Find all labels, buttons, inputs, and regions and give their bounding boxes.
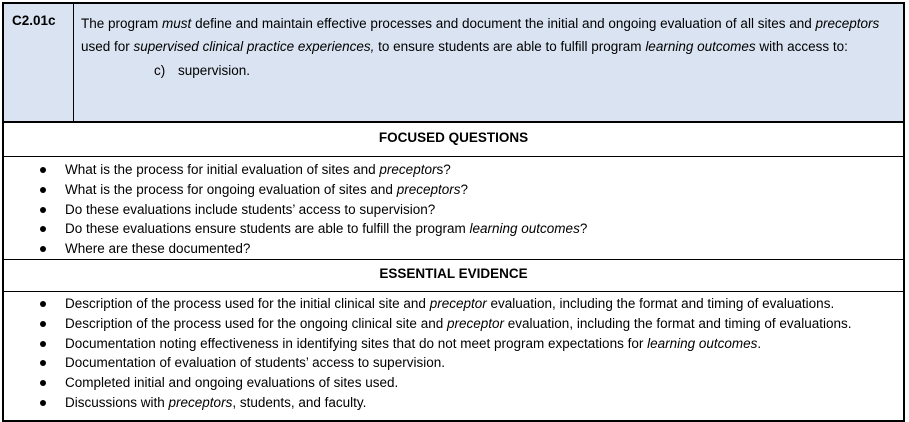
text-run: Do these evaluations ensure students are able to fulfill the program [65, 221, 470, 237]
bullet-icon [40, 187, 46, 193]
italic-term: preceptor [429, 296, 487, 311]
list-item [4, 334, 851, 354]
text-run: Do these evaluations include students’ access to supervision? [65, 201, 436, 217]
standard-statement [81, 16, 879, 54]
bullet-icon [40, 360, 46, 366]
italic-term: preceptor [446, 315, 505, 331]
standard-sub-item [81, 59, 896, 82]
standard-text [81, 12, 896, 82]
text-run: define and maintain effective processes and document the initial and ongoing evaluation of all sites and [191, 16, 816, 31]
text-run: Documentation of evaluation of students’ access to supervision. [65, 355, 445, 371]
bullet-icon [40, 321, 46, 327]
list-item [4, 353, 851, 373]
list-item [4, 373, 851, 393]
standard-id: C2.01c [12, 13, 56, 28]
bullet-icon [40, 207, 46, 213]
text-run: evaluation, including the format and timing of evaluations. [486, 296, 835, 311]
bullet-icon [40, 226, 46, 232]
list-item [4, 160, 587, 180]
text-run: Description of the process used for the ongoing clinical site and [65, 315, 447, 331]
text-run: ? [460, 181, 469, 197]
list-item [4, 239, 587, 259]
standard-id-cell [4, 4, 74, 121]
text-run: . [757, 335, 762, 351]
italic-term: preceptors [815, 16, 880, 31]
divider [4, 156, 903, 157]
list-item [4, 200, 587, 220]
standard-row [4, 4, 903, 121]
italic-term: preceptors [168, 394, 233, 410]
bullet-icon [40, 167, 46, 173]
list-item [4, 219, 587, 239]
italic-term: preceptor [379, 162, 437, 177]
essential-evidence-list [4, 294, 851, 413]
text-run: with access to: [755, 39, 848, 55]
text-run: ? [579, 221, 588, 237]
list-item [4, 314, 851, 334]
bullet-icon [40, 380, 46, 386]
text-run: What is the process for ongoing evaluation of sites and [65, 181, 397, 197]
standard-table [2, 2, 905, 422]
text-run: Discussions with [65, 394, 169, 410]
sub-item-label: c) [154, 62, 166, 78]
text-run: evaluation, including the format and timing of evaluations. [504, 315, 852, 331]
bullet-icon [40, 400, 46, 406]
text-run: , students, and faculty. [232, 394, 367, 410]
list-item [4, 180, 587, 200]
focused-questions-list [4, 160, 587, 259]
list-item [4, 294, 851, 314]
italic-term: learning outcomes [469, 221, 580, 237]
italic-term: learning outcomes [645, 39, 756, 55]
text-run: What is the process for initial evaluation of sites and [65, 162, 380, 177]
divider [4, 121, 903, 123]
divider [4, 291, 903, 292]
italic-term: preceptors [396, 181, 461, 197]
text-run: Where are these documented? [65, 241, 251, 257]
divider [4, 259, 903, 260]
text-run: Completed initial and ongoing evaluations of sites used. [65, 375, 399, 391]
focused-questions-title: FOCUSED QUESTIONS [378, 130, 529, 145]
text-run: Description of the process used for the initial clinical site and [65, 296, 430, 311]
bullet-icon [40, 301, 46, 307]
text-run: s? [436, 162, 451, 177]
italic-term: learning outcomes [647, 335, 758, 351]
bullet-icon [40, 246, 46, 252]
text-run: to ensure students are able to fulfill program [374, 39, 646, 55]
italic-term: must [162, 16, 192, 31]
italic-term: supervised clinical practice experiences, [133, 39, 375, 55]
bullet-icon [40, 341, 46, 347]
text-run: Documentation noting effectiveness in identifying sites that do not meet program expectations for [65, 335, 648, 351]
list-item [4, 393, 851, 413]
essential-evidence-title: ESSENTIAL EVIDENCE [379, 266, 528, 281]
text-run: used for [81, 39, 134, 55]
sub-item-text: supervision. [178, 62, 251, 78]
text-run: The program [81, 16, 163, 31]
